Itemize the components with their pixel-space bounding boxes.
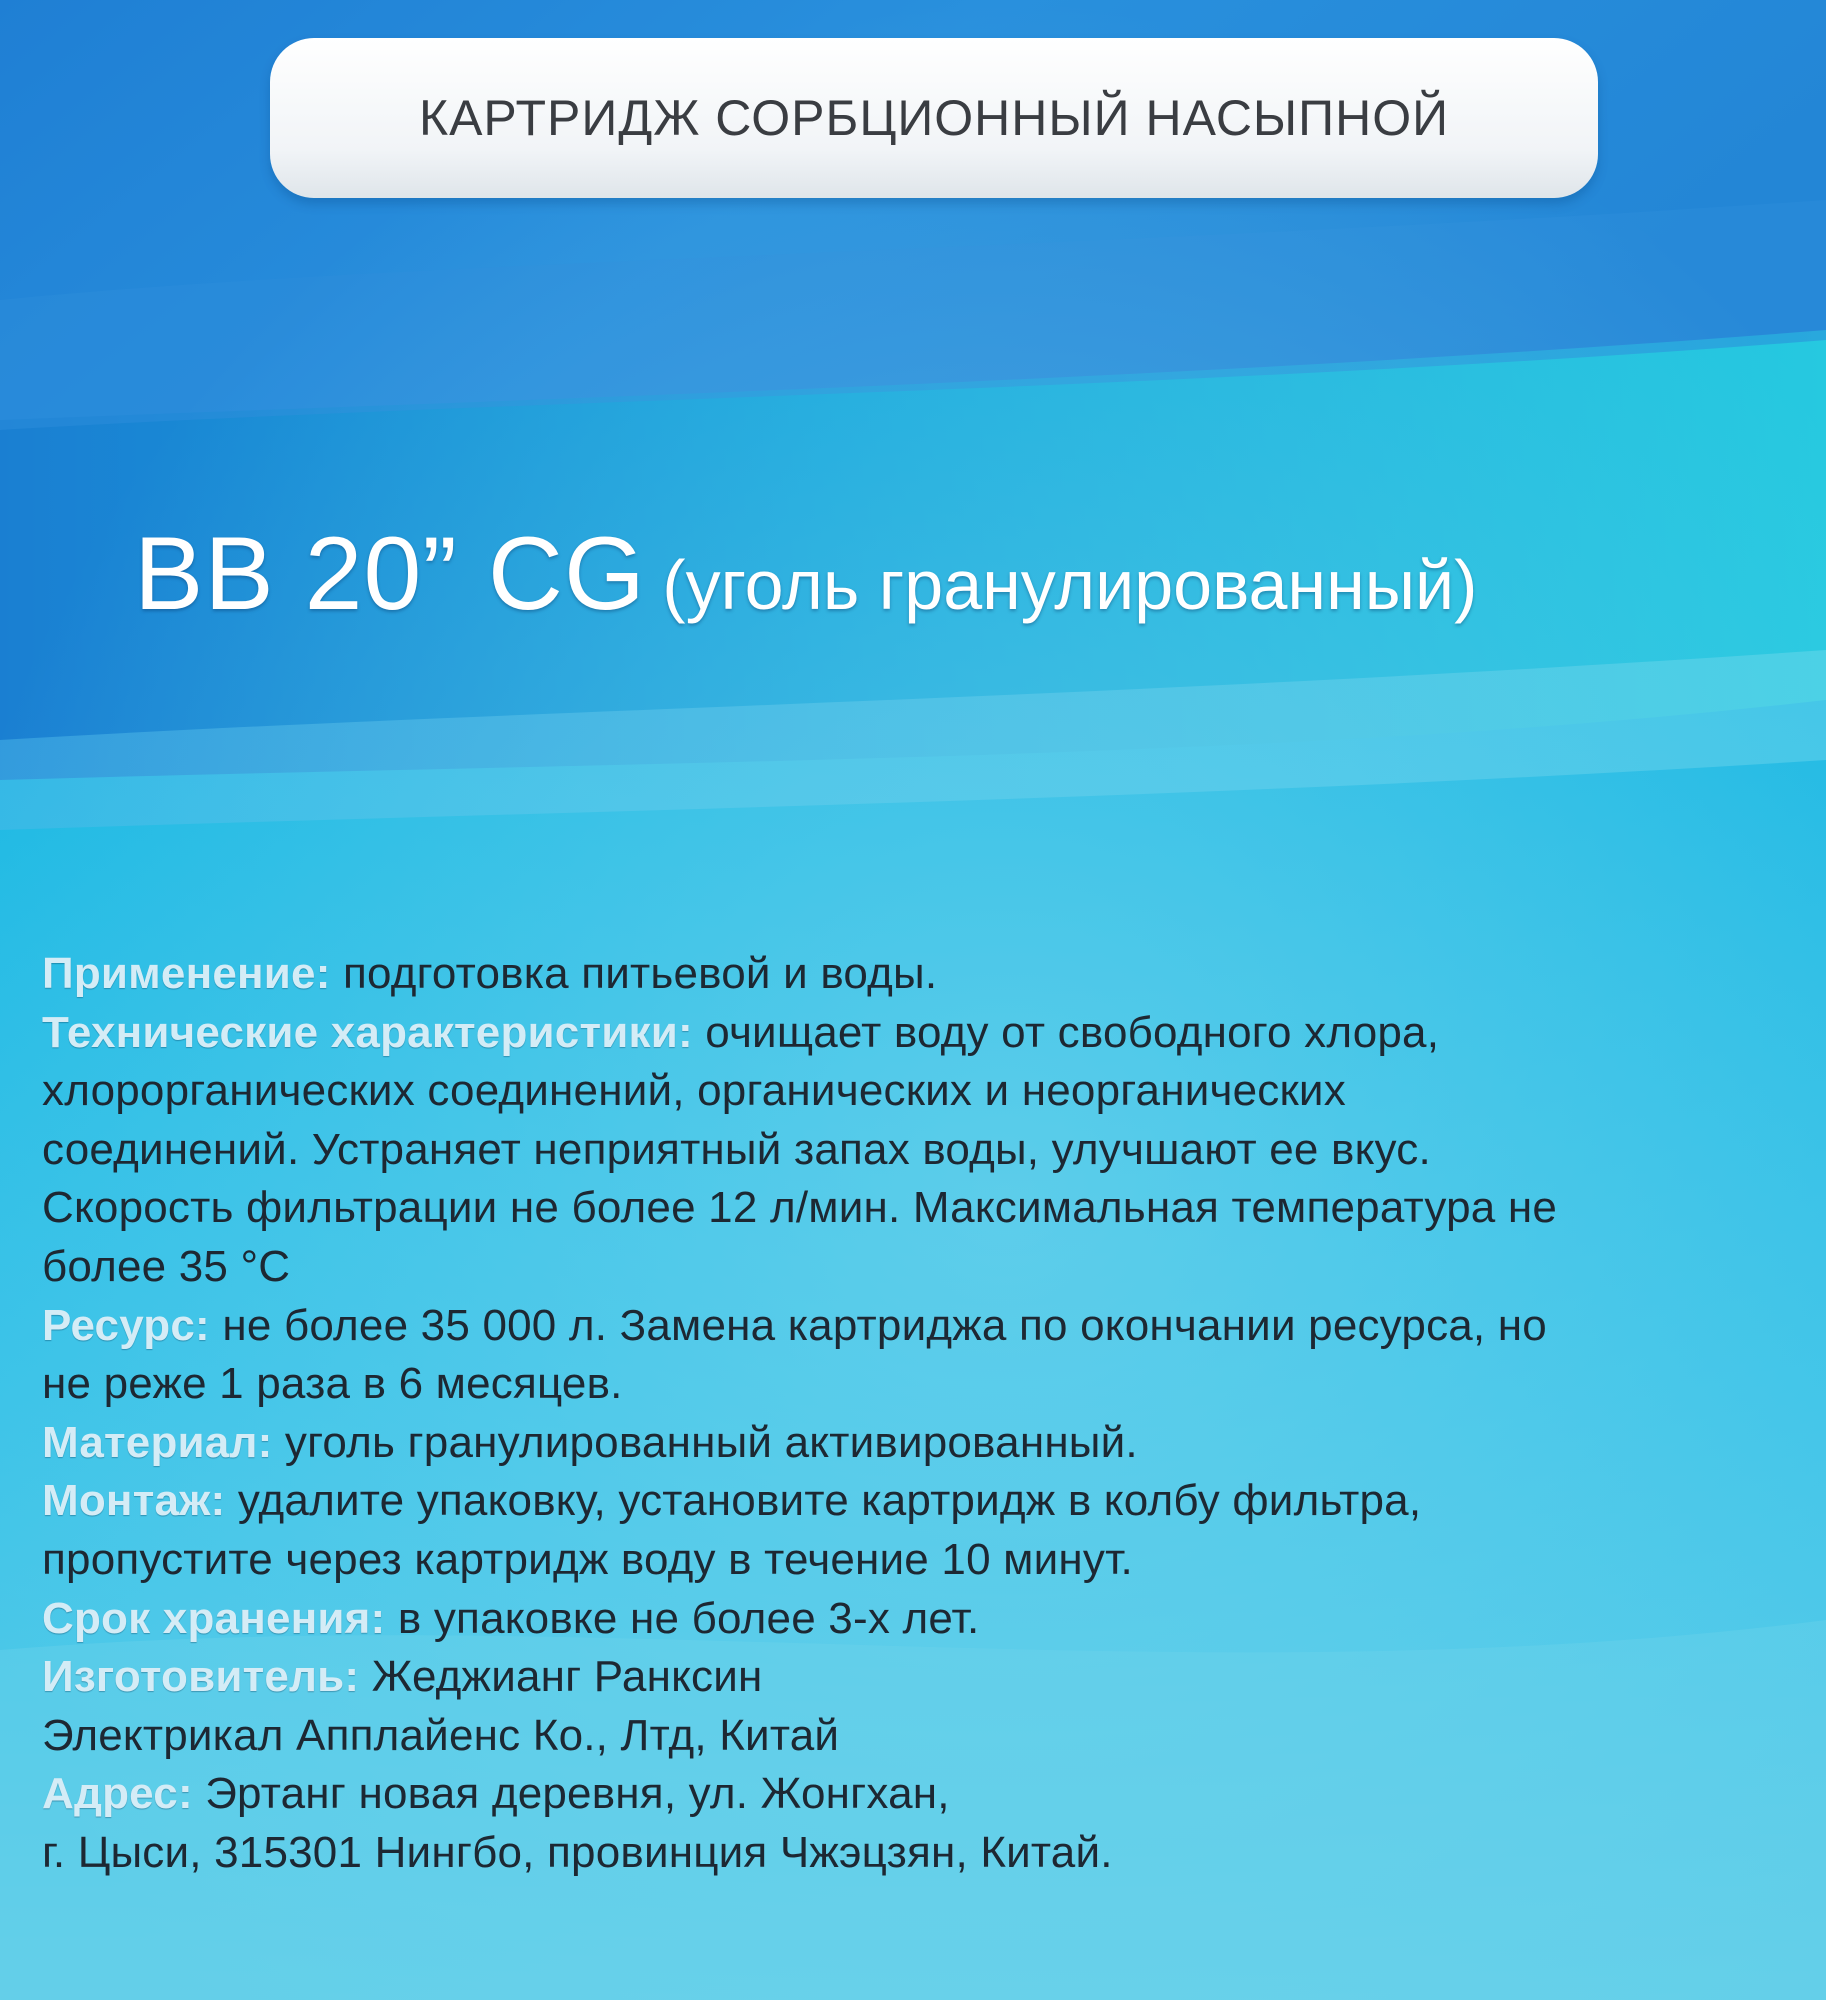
spec-text: подготовка питьевой и воды. bbox=[343, 949, 938, 998]
spec-label-application: Применение: bbox=[42, 949, 331, 998]
spec-text: уголь гранулированный активированный. bbox=[284, 1417, 1138, 1467]
spec-text: в упаковке не более 3-х лет. bbox=[397, 1593, 980, 1643]
spec-text: не более 35 000 л. Замена картриджа по окончании ресурса, но bbox=[222, 1300, 1547, 1350]
spec-label-material: Материал: bbox=[42, 1417, 273, 1467]
product-type-banner bbox=[270, 38, 1598, 198]
spec-label-technical: Технические характеристики: bbox=[42, 1007, 693, 1057]
spec-line: не реже 1 раза в 6 месяцев. bbox=[42, 1359, 623, 1409]
product-type-text: КАРТРИДЖ СОРБЦИОННЫЙ НАСЫПНОЙ bbox=[418, 90, 1450, 146]
spec-line bbox=[42, 1472, 1802, 1531]
spec-line bbox=[42, 945, 1802, 1004]
spec-line: соединений. Устраняет неприятный запах воды, улучшают ее вкус. bbox=[42, 1124, 1431, 1174]
spec-line: хлорорганических соединений, органических и неорганических bbox=[42, 1066, 1346, 1116]
spec-label-manufacturer: Изготовитель: bbox=[42, 1652, 360, 1702]
spec-line bbox=[42, 1414, 1802, 1473]
spec-text: Жеджианг Ранксин bbox=[371, 1652, 763, 1702]
spec-line: г. Цыси, 315301 Нингбо, провинция Чжэцзян, Китай. bbox=[42, 1827, 1113, 1877]
specifications-block bbox=[42, 945, 1802, 1883]
spec-label-installation: Монтаж: bbox=[42, 1476, 226, 1526]
spec-label-shelf-life: Срок хранения: bbox=[42, 1593, 386, 1643]
spec-text: удалите упаковку, установите картридж в колбу фильтра, bbox=[237, 1476, 1422, 1526]
spec-line bbox=[42, 1297, 1802, 1356]
spec-line: более 35 °С bbox=[42, 1241, 291, 1291]
product-description: (уголь гранулированный) bbox=[662, 546, 1478, 624]
spec-line bbox=[42, 1004, 1802, 1063]
spec-line bbox=[42, 1765, 1802, 1824]
spec-label-address: Адрес: bbox=[42, 1769, 193, 1819]
spec-text: очищает воду от свободного хлора, bbox=[705, 1007, 1440, 1057]
spec-label-resource: Ресурс: bbox=[42, 1300, 210, 1350]
spec-line: пропустите через картридж воду в течение 10 минут. bbox=[42, 1534, 1133, 1584]
product-title bbox=[134, 515, 1794, 634]
spec-line bbox=[42, 1590, 1802, 1649]
spec-text: Эртанг новая деревня, ул. Жонгхан, bbox=[205, 1769, 950, 1819]
spec-line: Скорость фильтрации не более 12 л/мин. Максимальная температура не bbox=[42, 1183, 1558, 1233]
product-code: BB 20” CG bbox=[134, 516, 646, 632]
spec-line bbox=[42, 1648, 1802, 1707]
spec-line: Электрикал Апплайенс Ко., Лтд, Китай bbox=[42, 1710, 840, 1760]
